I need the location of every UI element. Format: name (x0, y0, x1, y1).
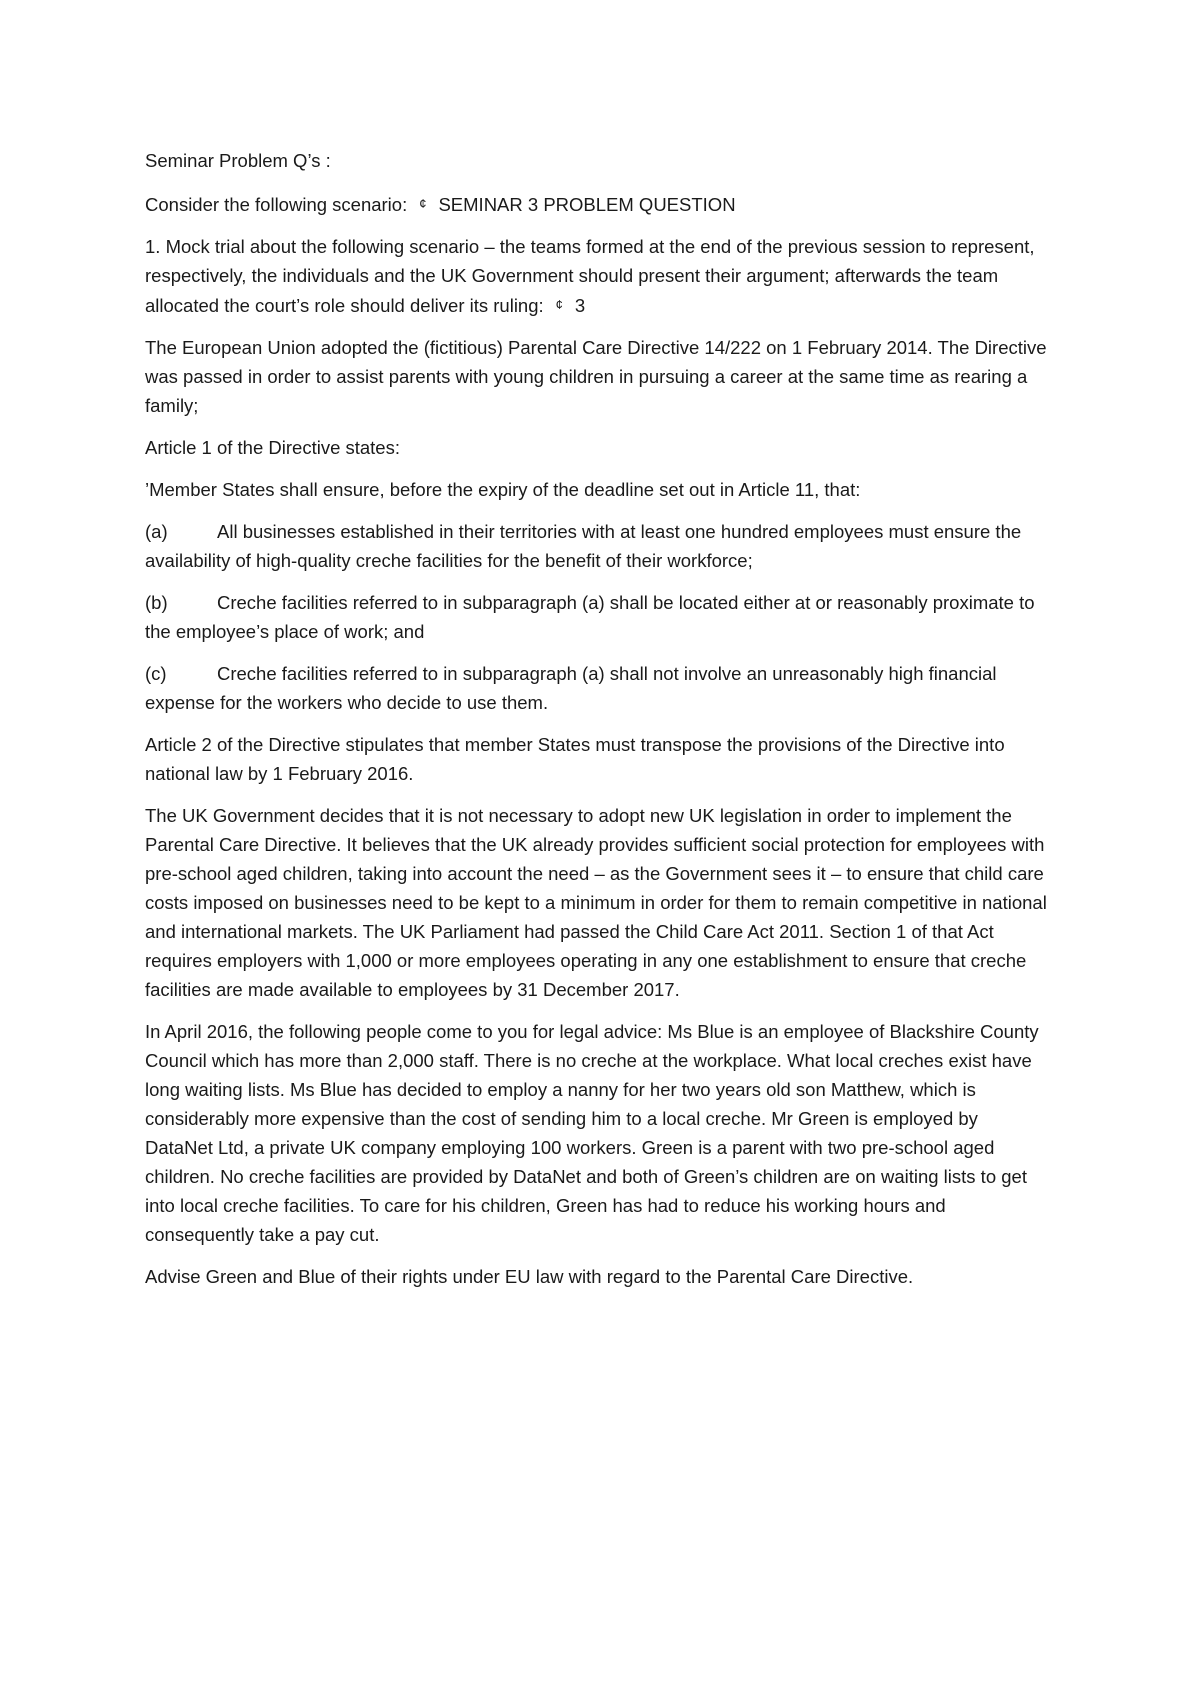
item-1 (145, 232, 1050, 320)
subparagraph-a-marker: (a) (145, 521, 168, 542)
paragraph-uk-government: The UK Government decides that it is not necessary to adopt new UK legislation in order to implement the Parental Care Directive. It believes that the UK already provides sufficient social protection for employees with pre-school aged children, taking into account the need – as the Government sees it – to ensure that child care costs imposed on businesses need to be kept to a minimum in order for them to remain competitive in national and international markets. The UK Parliament had passed the Child Care Act 2011. Section 1 of that Act requires employers with 1,000 or more employees operating in any one establishment to ensure that creche facilities are made available to employees by 31 December 2017. (145, 805, 1047, 1000)
paragraph-article-2: Article 2 of the Directive stipulates that member States must transpose the provisions of the Directive into national law by 1 February 2016. (145, 734, 1005, 784)
item-1-number: 3 (574, 295, 586, 316)
subparagraph-c (145, 659, 1050, 717)
subparagraph-b-text: Creche facilities referred to in subparagraph (a) shall be located either at or reasonably proximate to the employee’s place of work; and (145, 592, 1035, 642)
subparagraph-a-text: All businesses established in their territories with at least one hundred employees must ensure the availability of high-quality creche facilities for the benefit of their workforce; (145, 521, 1022, 571)
scenario-lead: Consider the following scenario: (145, 194, 408, 215)
subparagraph-b-marker: (b) (145, 592, 168, 613)
item-1-text: 1. Mock trial about the following scenario – the teams formed at the end of the previous session to represent, respectively, the individuals and the UK Government should present their argument; afterwards the team allocated the court’s role should deliver its ruling: (145, 236, 1035, 316)
document-body (145, 146, 1050, 1304)
document-title: Seminar Problem Q’s : (145, 150, 331, 171)
scenario-heading: SEMINAR 3 PROBLEM QUESTION (438, 194, 736, 215)
paragraph-advise: Advise Green and Blue of their rights under EU law with regard to the Parental Care Directive. (145, 1266, 914, 1287)
paragraph-member-states: ’Member States shall ensure, before the expiry of the deadline set out in Article 11, that: (145, 479, 861, 500)
scenario-line (145, 189, 1050, 219)
cent-mark-icon: ¢ (555, 297, 563, 312)
paragraph-directive-intro: The European Union adopted the (fictitious) Parental Care Directive 14/222 on 1 February 2014. The Directive was passed in order to assist parents with young children in pursuing a career at the same time as rearing a family; (145, 337, 1047, 416)
subparagraph-c-marker: (c) (145, 663, 167, 684)
paragraph-legal-advice: In April 2016, the following people come to you for legal advice: Ms Blue is an employee of Blackshire County Council which has more than 2,000 staff. There is no creche at the workplace. What local creches exist have long waiting lists. Ms Blue has decided to employ a nanny for her two years old son Matthew, which is considerably more expensive than the cost of sending him to a local creche. Mr Green is employed by DataNet Ltd, a private UK company employing 100 workers. Green is a parent with two pre-school aged children. No creche facilities are provided by DataNet and both of Green’s children are on waiting lists to get into local creche facilities. To care for his children, Green has had to reduce his working hours and consequently take a pay cut. (145, 1021, 1039, 1245)
paragraph-article-1: Article 1 of the Directive states: (145, 437, 400, 458)
subparagraph-a (145, 517, 1050, 575)
subparagraph-b (145, 588, 1050, 646)
subparagraph-c-text: Creche facilities referred to in subparagraph (a) shall not involve an unreasonably high financial expense for the workers who decide to use them. (145, 663, 997, 713)
cent-mark-icon: ¢ (419, 196, 427, 211)
